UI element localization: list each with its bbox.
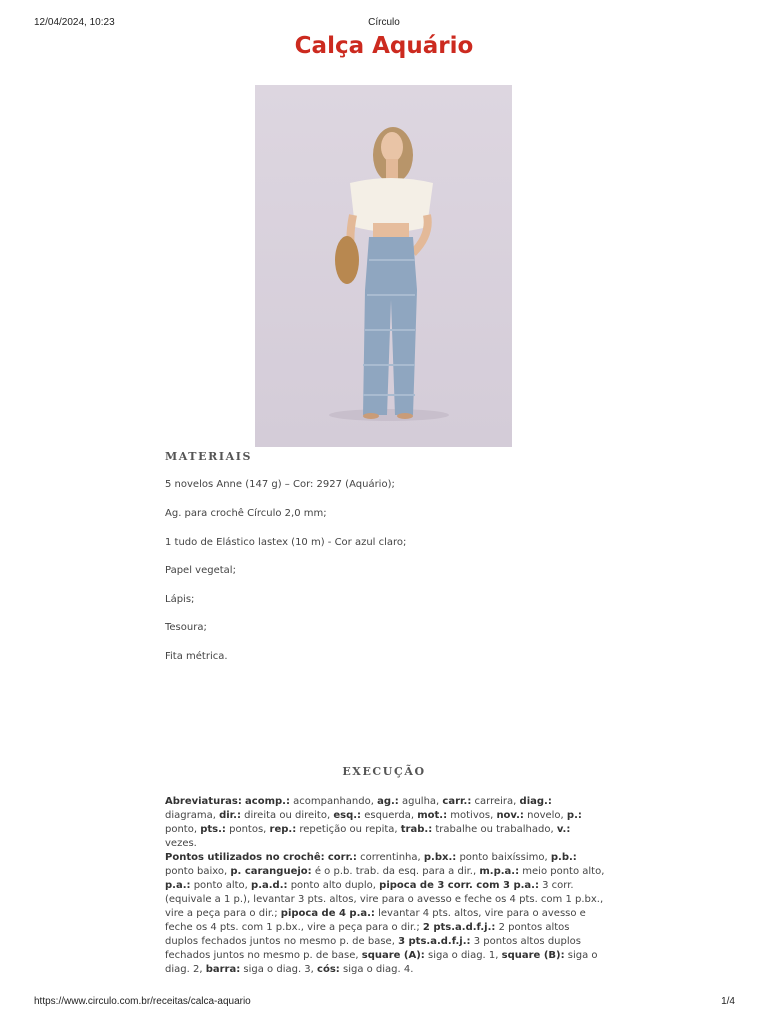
- term-label: rep.:: [269, 824, 297, 835]
- term-definition: carreira,: [474, 796, 517, 807]
- term-label: barra:: [205, 964, 241, 975]
- term-definition: motivos,: [450, 810, 494, 821]
- term-definition: pontos,: [229, 824, 267, 835]
- abbreviations-lead: Abreviaturas:: [165, 796, 242, 807]
- term-label: esq.:: [333, 810, 362, 821]
- term-label: p.:: [566, 810, 582, 821]
- term-definition: 3 pontos altos duplos fechados juntos no mesmo p. de base,: [165, 936, 581, 961]
- material-item: Fita métrica.: [165, 651, 228, 662]
- term-definition: ponto baixo,: [165, 866, 228, 877]
- term-definition: 2 pontos altos duplos fechados juntos no mesmo p. de base,: [165, 922, 570, 947]
- term-label: corr.:: [327, 852, 357, 863]
- print-header-datetime: 12/04/2024, 10:23: [34, 17, 115, 28]
- term-label: v.:: [556, 824, 571, 835]
- term-label: ag.:: [377, 796, 399, 807]
- term-label: 2 pts.a.d.f.j.:: [422, 922, 496, 933]
- stitches-lead: Pontos utilizados no crochê:: [165, 852, 325, 863]
- term-label: square (A):: [361, 950, 425, 961]
- term-definition: 3 corr. (equivale a 1 p.), levantar 3 pts. altos, vire para o avesso e feche os 4 pts. com 1 p.bx., vire a peça para o dir.;: [165, 880, 604, 919]
- term-definition: vezes.: [165, 838, 197, 849]
- execution-heading: EXECUÇÃO: [342, 765, 426, 778]
- material-item: 1 tudo de Elástico lastex (10 m) - Cor azul claro;: [165, 537, 407, 548]
- term-label: pipoca de 3 corr. com 3 p.a.:: [379, 880, 539, 891]
- term-definition: levantar 4 pts. altos, vire para o avesso e feche os 4 pts. com 1 p.bx., vire a peça para o dir.;: [165, 908, 586, 933]
- term-label: p.bx.:: [423, 852, 457, 863]
- term-label: m.p.a.:: [479, 866, 520, 877]
- term-label: diag.:: [519, 796, 552, 807]
- term-label: 3 pts.a.d.f.j.:: [398, 936, 471, 947]
- term-label: trab.:: [400, 824, 433, 835]
- term-definition: ponto alto,: [193, 880, 248, 891]
- term-label: p.b.:: [550, 852, 577, 863]
- material-item: 5 novelos Anne (147 g) – Cor: 2927 (Aquário);: [165, 479, 395, 490]
- term-definition: esquerda,: [364, 810, 415, 821]
- term-label: p. caranguejo:: [230, 866, 312, 877]
- page-title: Calça Aquário: [294, 33, 474, 59]
- term-label: nov.:: [496, 810, 524, 821]
- material-item: Tesoura;: [165, 622, 207, 633]
- term-label: cós:: [317, 964, 340, 975]
- material-item: Lápis;: [165, 594, 195, 605]
- abbreviations-paragraph: [165, 795, 605, 851]
- term-label: square (B):: [501, 950, 565, 961]
- print-footer-page-number: 1/4: [721, 996, 735, 1007]
- term-label: pts.:: [200, 824, 226, 835]
- term-label: p.a.d.:: [251, 880, 288, 891]
- model-photo-icon: [255, 85, 512, 447]
- term-definition: siga o diag. 1,: [428, 950, 499, 961]
- term-definition: novelo,: [527, 810, 564, 821]
- stitches-paragraph: [165, 851, 605, 977]
- term-definition: é o p.b. trab. da esq. para a dir.,: [314, 866, 477, 877]
- term-definition: ponto baixíssimo,: [459, 852, 548, 863]
- term-definition: ponto alto duplo,: [290, 880, 376, 891]
- term-definition: ponto,: [165, 824, 198, 835]
- term-definition: trabalhe ou trabalhado,: [435, 824, 554, 835]
- term-definition: siga o diag. 4.: [342, 964, 414, 975]
- term-definition: siga o diag. 3,: [243, 964, 314, 975]
- term-definition: diagrama,: [165, 810, 216, 821]
- material-item: Papel vegetal;: [165, 565, 236, 576]
- term-label: carr.:: [442, 796, 472, 807]
- material-item: Ag. para crochê Círculo 2,0 mm;: [165, 508, 327, 519]
- term-label: pipoca de 4 p.a.:: [280, 908, 375, 919]
- term-label: acomp.:: [245, 796, 290, 807]
- term-definition: repetição ou repita,: [299, 824, 398, 835]
- term-definition: siga o diag. 2,: [165, 950, 598, 975]
- term-label: dir.:: [219, 810, 241, 821]
- print-footer-url: https://www.circulo.com.br/receitas/calca-aquario: [34, 996, 251, 1007]
- term-label: p.a.:: [165, 880, 191, 891]
- materials-heading: MATERIAIS: [165, 450, 252, 463]
- term-definition: direita ou direito,: [244, 810, 331, 821]
- term-definition: correntinha,: [360, 852, 421, 863]
- print-header-site-title: Círculo: [368, 17, 400, 28]
- term-label: mot.:: [417, 810, 448, 821]
- term-definition: agulha,: [401, 796, 440, 807]
- model-photo: [255, 85, 512, 447]
- term-definition: meio ponto alto,: [522, 866, 605, 877]
- term-definition: acompanhando,: [293, 796, 374, 807]
